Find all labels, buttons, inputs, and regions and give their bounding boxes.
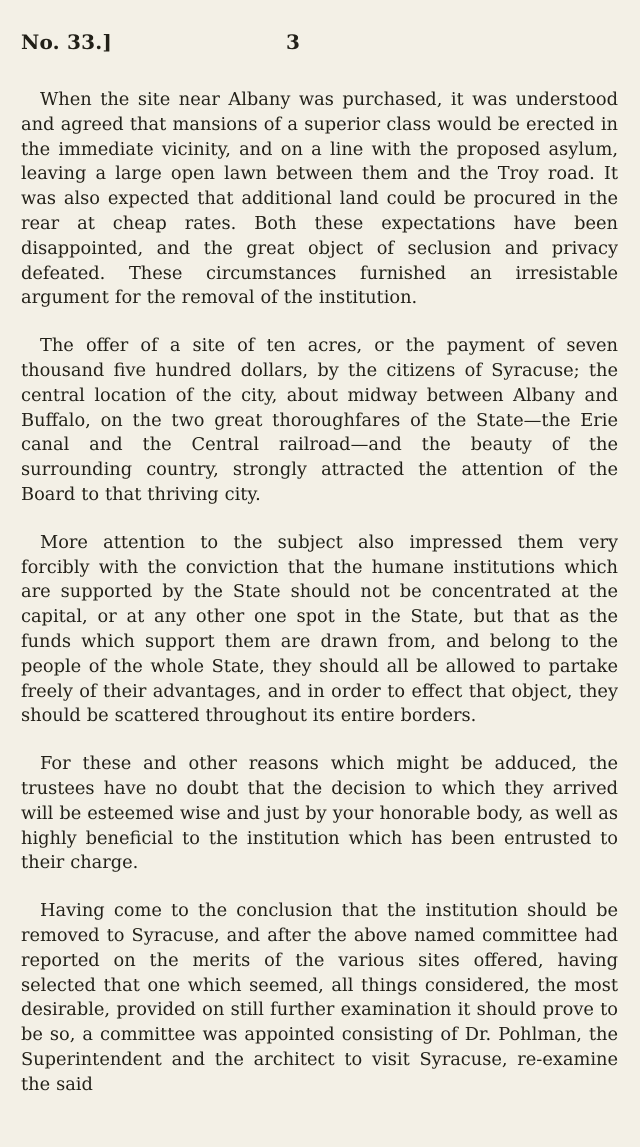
paragraph-5: Having come to the conclusion that the institution should be removed to Syracuse, and after the above named committee had reported on the merits of the various sites offered, having selected that one which seemed, all things considered, the most desirable, provided on still further examination it should prove to be so, a committee was appointed consisting of Dr. Pohlman, the Superintendent and the architect to visit Syracuse, re-examine the said <box>21 900 618 1095</box>
paragraph-1: When the site near Albany was purchased, it was understood and agreed that mansions of a superior class would be erected in the immediate vicinity, and on a line with the proposed asylum, leaving a large open lawn between them and the Troy road. It was also expected that additional land could be procured in the rear at cheap rates. Both these expectations have been disappointed, and the great object of seclusion and privacy defeated. These circumstances furnished an irresistable argument for the removal of the institution. <box>21 89 618 309</box>
page-header <box>21 30 301 60</box>
body-text <box>21 88 618 1097</box>
paragraph-2: The offer of a site of ten acres, or the payment of seven thousand five hundred dollars, by the citizens of Syracuse; the central location of the city, about midway between Albany and Buffalo, on the two great thoroughfares of the State—the Erie canal and the Central railroad—and the beauty of the surrounding country, strongly attracted the attention of the Board to that thriving city. <box>21 335 618 505</box>
page-number: 3 <box>286 30 300 54</box>
paragraph-4: For these and other reasons which might be adduced, the trustees have no doubt that the decision to which they arrived will be esteemed wise and just by your honorable body, as well as highly beneficial to the institution which has been entrusted to their charge. <box>21 753 618 874</box>
document-number: No. 33.] <box>21 30 113 54</box>
paragraph-3: More attention to the subject also impressed them very forcibly with the conviction that the humane institutions which are supported by the State should not be concentrated at the capital, or at any other one spot in the State, but that as the funds which support them are drawn from, and belong to the people of the whole State, they should all be allowed to partake freely of their advantages, and in order to effect that object, they should be scattered throughout its entire borders. <box>21 531 618 727</box>
